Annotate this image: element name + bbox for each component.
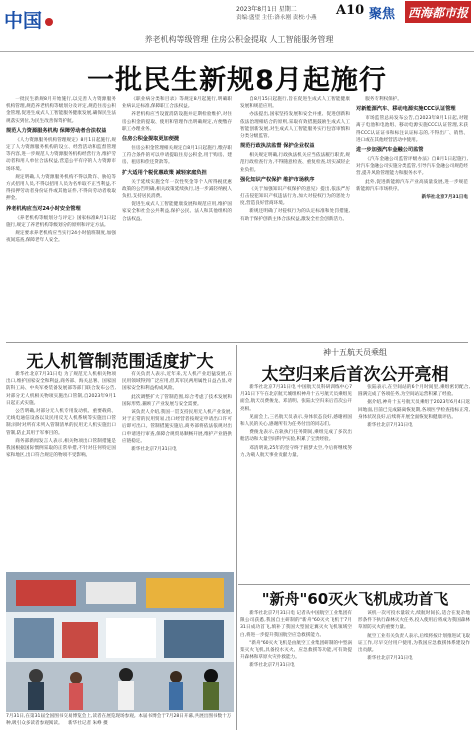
page-number: A10 xyxy=(336,3,365,18)
paragraph: 办法提出,国家坚持发展和安全并重、促进创新和依法治理相结合的原则,采取有效措施鼓励生成式人工智能创新发展,对生成式人工智能服务实行包容审慎和分类分级监管。 xyxy=(240,112,350,140)
editors-line: 责编:盛望 主任:洛永刚 责校:小燕 xyxy=(236,15,317,21)
drone-headline: 无人机管制范围适度扩大 xyxy=(26,352,214,372)
main-column-4 xyxy=(356,96,468,338)
paragraph: 相关规定明确,行政执法机关应当依法履行职责,规范行政检查行为,不得随意检查、重复检查,切实减轻企业负担。 xyxy=(240,153,350,173)
subheading: 进一步加强汽车金融公司监管 xyxy=(356,147,424,154)
dateline: 2023年8月1日 星期二 xyxy=(236,6,297,13)
subheading: 住房公积金提取更加便捷 xyxy=(122,136,180,143)
section-dot-icon xyxy=(45,18,53,26)
paragraph: 关于延续实施全年一次性奖金等个人所得税优惠政策的公告明确,相关政策延续执行,进一步减轻纳税人负担,支持居民消费。 xyxy=(122,179,232,200)
paragraph: 《汽车金融公司监管评级办法》自8月1日起施行,对汽车金融公司实施分类监管,引导汽车金融公司规范经营,提升风险管理能力和服务水平。 xyxy=(356,157,468,177)
plane-column-1 xyxy=(240,610,352,730)
space-headline: 太空归来后首次公开亮相 xyxy=(261,365,449,385)
paragraph: 新华社北京7月31日电 xyxy=(131,447,177,453)
book-fair-photo xyxy=(6,572,234,712)
page-section: 聚焦 xyxy=(369,7,396,22)
paragraph: "新舟"60灭火飞机是由航空工业集团研制的中型涡桨灭火飞机,具备投水灭火、应急救援等功能,可有效提升森林和草原火灾扑救能力。 xyxy=(240,640,352,661)
paragraph: 一批民生新规8月开始施行,以完善人力资源服务机构管理,规范养老机构等级划分及评定,规范住房公积金管理,促进生成式人工智能服务健康发展,确保民生法规落实到位,为民生改善保驾护航。 xyxy=(6,97,116,124)
paragraph: 据介绍,神舟十五号航天员乘组于2023年6月4日返回地面,目前已完成隔离恢复期,各项医学检查指标正常,身体状况良好,后续将开展全面恢复和健康评估。 xyxy=(358,400,470,420)
paragraph: 该负责人介绍,我国一贯支持民用无人机产业发展,对于正常的民用贸易,出口经营者按规定申请出口许可后即可出口。管制措施实施后,商务部将依法依规对出口申请进行审查,保障合规贸易顺畅开展,维护产业链供应链稳定。 xyxy=(122,410,232,444)
main-column-3 xyxy=(240,96,350,338)
paragraph: 规定明确,人力资源服务机构不得以欺诈、胁迫等方式招用人员,不得以招用人员为名牟取不正当利益,不得扣押劳动者身份证件或其他证件,不得向劳动者收取押金。 xyxy=(6,174,116,202)
main-kicker: 养老机构等级管理 住房公积金提取 人工智能服务管理 xyxy=(144,35,334,44)
paragraph: 新华社北京7月31日电 xyxy=(249,663,295,669)
paragraph: 新规还明确了对侵权行为的认定标准和处罚措施,有助于保护创新主体合法权益,激发全社会创新活力。 xyxy=(240,209,350,222)
paragraph: 见面会上,三名航天员表示,身体状态良好,感谢祖国和人民的关心,感谢所有为任务付出的同志们。 xyxy=(240,414,352,428)
paragraph: 促进生成式人工智能健康发展和规范应用,维护国家安全和社会公共利益,保护公民、法人和其他组织的合法权益。 xyxy=(122,202,232,222)
space-column-1 xyxy=(240,384,352,582)
paragraph: 新华社北京7月31日电 记者从中国航空工业集团有限公司获悉,我国自主研制的"新舟"60灭火飞机于7月31日成功首飞,填补了我国大型固定翼灭火飞机领域空白,将进一步提升我国航空应急救援能力。 xyxy=(240,611,352,638)
main-column-2 xyxy=(122,96,232,338)
paragraph: 市场监管总局发布公告,自2023年8月1日起,对锂离子电池和电池组、移动电源实施CCC认证管理,未获得CCC认证证书和标注认证标志的,不得出厂、销售、进口或在其他经营活动中使用。 xyxy=(356,116,468,143)
byline: 新华社北京7月31日电 xyxy=(421,195,468,201)
paragraph: 商务部新闻发言人表示,相关物项出口管制措施是我国根据国际惯例采取的正常举措,不针对任何特定国家和地区,出口符合规定的物项不受影响。 xyxy=(6,438,116,459)
paragraph: 航空工业有关负责人表示,后续将按计划推进试飞取证工作,尽早交付用户使用,为我国应急救援体系建设作出贡献。 xyxy=(358,633,470,654)
space-divider xyxy=(238,584,470,585)
paragraph: 规定要求养老机构应当实行24小时值班制度,加强夜间巡查,保障老年人安全。 xyxy=(6,231,116,244)
subheading: 规范人力资源服务机构 保障劳动者合法权益 xyxy=(6,127,107,134)
drone-column-2 xyxy=(122,371,232,567)
photo-credit: 新华社记者 朱峥 摄 xyxy=(68,720,108,726)
plane-headline: "新舟"60灭火飞机成功首飞 xyxy=(261,590,449,608)
masthead xyxy=(0,0,474,52)
main-headline: 一批民生新规8月起施行 xyxy=(87,65,387,96)
plane-column-2 xyxy=(358,610,470,730)
paragraph: 新华社北京7月31日电 中国航天员科研训练中心7月31日下午在北京航天城组织神舟十五号航天员乘组见面会,航天员费俊龙、邓清明、张陆太空归来后首次公开亮相。 xyxy=(240,385,352,412)
paragraph: 此外,促进新能源汽车产业高质量发展,进一步规范新能源汽车市场秩序。 xyxy=(356,179,468,192)
drone-column-1 xyxy=(6,371,116,567)
paragraph: 费俊龙表示,在轨执行任务期间,乘组完成了多次出舱活动和大量空间科学实验,积累了宝贵经验。 xyxy=(240,430,352,443)
photo-caption xyxy=(6,714,234,727)
paragraph: 新华社北京7月31日电 xyxy=(367,423,413,429)
space-column-2 xyxy=(358,384,470,582)
paragraph: 服务专利权保护。 xyxy=(365,97,402,102)
subheading: 规范行政执法监督 保护企业权益 xyxy=(240,143,315,150)
paragraph: 《养老机构等级划分与评定》国家标准8月1日起施行,规定了养老机构等级划分的原则和评定方法。 xyxy=(6,215,116,228)
paragraph: 《人力资源服务机构管理规定》8月1日起施行,规定了人力资源服务机构的设立、经营活动和监督管理等内容,进一步规范人力资源服务机构经营行为,维护劳动者和用人单位合法权益,营造公平有序的人力资源市场环境。 xyxy=(6,137,116,172)
paragraph: 新华社北京7月31日电 为了规范无人机相关物项出口,维护国家安全和利益,商务部、海关总署、国家国防科工局、中央军委装备发展部等部门联合发布公告,对部分无人机相关物项实施出口管制,自2023年9月1日起正式实施。 xyxy=(6,372,116,406)
paragraph: 《关于加强知识产权保护的意见》提出,依法严厉打击侵犯知识产权违法行为,加大对侵权行为的惩处力度,营造良好营商环境。 xyxy=(240,186,350,207)
paragraph: 养老机构应当设置消防设施并定期检验维护,对住房公积金的提取、使用和管理作出明确规定,方便缴存职工办理业务。 xyxy=(122,112,232,132)
subheading: 强化知识产权保护 维护市场秩序 xyxy=(240,176,315,183)
section-divider xyxy=(6,342,468,343)
main-column-1 xyxy=(6,96,116,338)
paragraph: 新华社北京7月31日电 xyxy=(367,656,413,662)
subheading: 养老机构应当对24小时安全管理 xyxy=(6,205,81,212)
column-divider xyxy=(236,345,237,730)
subheading: 扩大适用个税优惠政策 减轻家庭负担 xyxy=(122,169,207,176)
photo-caption-text: 7月31日,在第31届全国图书交易博览会上,读者在展览现场参观。本届书博会于7月28日开幕,共展出图书数十万种,吸引众多读者参观阅读。 xyxy=(6,714,232,726)
paragraph: 邓清明说,25年的坚守终于圆梦太空,今后将继续努力,为载人航天事业贡献力量。 xyxy=(240,445,352,458)
paragraph: 该机一次可投水量较大,续航时间长,适合在复杂地形条件下执行森林灭火任务,投入使用后将成为我国森林草原防灭火的重要力量。 xyxy=(358,611,470,631)
paragraph: 此次调整扩大了管制范围,综合考虑了技术发展和国际形势,兼顾了产业发展与安全需要。 xyxy=(122,394,232,407)
paragraph: 公告明确,对部分无人机专用发动机、重要载荷、无线电通信设备以及民用反无人机系统等实施出口管制;同时对所有未列入管制清单的民用无人机实施出口管制,防止其用于军事目的。 xyxy=(6,409,116,436)
section-label: 中国 xyxy=(4,6,53,33)
paragraph: 张陆表示,在空间站的6个月时间里,乘组密切配合,圆满完成了各项任务,为空间站运营积累了经验。 xyxy=(358,385,470,398)
paragraph: 有关负责人表示,近年来,无人机产业迅猛发展,在民用领域得到广泛应用,但其军民两用属性日益凸显,对国家安全和利益构成风险。 xyxy=(122,372,232,392)
newspaper-logo: 西海都市报 xyxy=(405,1,471,23)
paragraph: 住房公积金管理相关规定自8月1日起施行,缴存职工符合条件的可以申请提取住房公积金,用于购房、建房、租房和偿还贷款等。 xyxy=(122,146,232,166)
paragraph: 自8月15日起施行,旨在促进生成式人工智能健康发展和规范应用。 xyxy=(240,97,350,110)
subheading: 对新能源汽车、移动电源实施CCC认证管理 xyxy=(356,106,456,113)
space-kicker: 神十五航天员乘组 xyxy=(323,348,387,357)
paragraph: 《职业病分类和目录》等规定8月起施行,明确职业病认定标准,保障职工合法权益。 xyxy=(122,97,232,110)
